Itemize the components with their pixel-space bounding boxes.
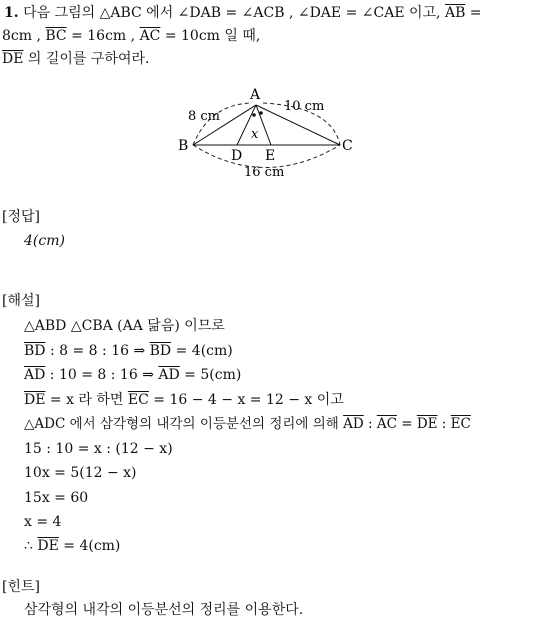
segment-ac: $\overline{AC}$ — [139, 28, 161, 44]
step-text: △ADC 에서 삼각형의 내각의 이등분선의 정리에 의해 — [24, 416, 344, 432]
step-text: : 8 = 8 : 16 ⇒ — [45, 343, 150, 359]
problem-text: 의 길이를 구하여라. — [23, 51, 150, 67]
label-a: A — [250, 87, 261, 103]
segment-ec: $\overline{EC}$ — [127, 392, 149, 408]
solution-header: [해설] — [2, 293, 40, 309]
solution-step-9: x = 4 — [24, 514, 62, 530]
step-text: = 4(cm) — [58, 538, 121, 554]
angle-mark-dot — [252, 113, 256, 117]
label-d: D — [231, 148, 243, 164]
label-ac-length: 10 cm — [284, 99, 325, 114]
solution-step-4 — [24, 391, 344, 409]
label-x: x — [251, 127, 259, 142]
problem-text: 8cm , — [2, 28, 46, 44]
problem-text: = — [465, 5, 482, 21]
step-text: ∴ — [24, 538, 38, 554]
problem-number: 1. — [4, 5, 19, 21]
label-bc-length: 16 cm — [244, 165, 285, 180]
problem-text: 다음 그림의 △ABC 에서 ∠DAB = ∠ACB , ∠DAE = ∠CAE 이고, — [18, 5, 445, 21]
segment-ad: $\overline{AD}$ — [343, 416, 364, 432]
step-text: : — [437, 416, 451, 432]
step-text: = 5(cm) — [179, 367, 242, 383]
label-c: C — [342, 138, 353, 154]
segment-de: $\overline{DE}$ — [2, 51, 24, 67]
solution-step-6: 15 : 10 = x : (12 − x) — [24, 441, 173, 457]
step-text: = 4(cm) — [171, 343, 233, 359]
problem-text: = 10cm 일 때, — [160, 28, 261, 44]
step-text: = — [396, 416, 417, 432]
segment-ab: $\overline{AB}$ — [444, 5, 466, 21]
segment-ad: $\overline{AD}$ — [158, 367, 180, 383]
solution-step-10 — [24, 537, 120, 555]
step-text: = 16 − 4 − x = 12 − x 이고 — [148, 392, 344, 408]
step-text: = x 라 하면 — [45, 392, 128, 408]
segment-de: $\overline{DE}$ — [416, 416, 438, 432]
solution-step-7: 10x = 5(12 − x) — [24, 465, 137, 481]
hint-header: [힌트] — [2, 579, 40, 595]
solution-step-5 — [24, 415, 471, 433]
answer-header: [정답] — [2, 209, 40, 225]
problem-text: = 16cm , — [66, 28, 140, 44]
segment-bc: $\overline{BC}$ — [45, 28, 67, 44]
label-ab-length: 8 cm — [188, 109, 221, 124]
segment-de: $\overline{DE}$ — [37, 538, 59, 554]
solution-step-3 — [24, 366, 241, 384]
solution-step-2 — [24, 342, 233, 360]
answer-value: 4(cm) — [24, 233, 65, 249]
angle-mark-dot — [259, 111, 263, 115]
segment-ec: $\overline{EC}$ — [450, 416, 471, 432]
segment-ad: $\overline{AD}$ — [24, 367, 46, 383]
hint-text: 삼각형의 내각의 이등분선의 정리를 이용한다. — [24, 602, 304, 618]
segment-de: $\overline{DE}$ — [24, 392, 46, 408]
label-e: E — [265, 148, 276, 164]
step-text: : — [363, 416, 377, 432]
step-text: : 10 = 8 : 16 ⇒ — [45, 367, 159, 383]
solution-step-1: △ABD △CBA (AA 닮음) 이므로 — [24, 318, 225, 334]
label-b: B — [178, 138, 189, 154]
segment-bd: $\overline{BD}$ — [149, 343, 172, 359]
segment-bd: $\overline{BD}$ — [24, 343, 46, 359]
solution-step-8: 15x = 60 — [24, 490, 89, 506]
segment-ac: $\overline{AC}$ — [376, 416, 397, 432]
